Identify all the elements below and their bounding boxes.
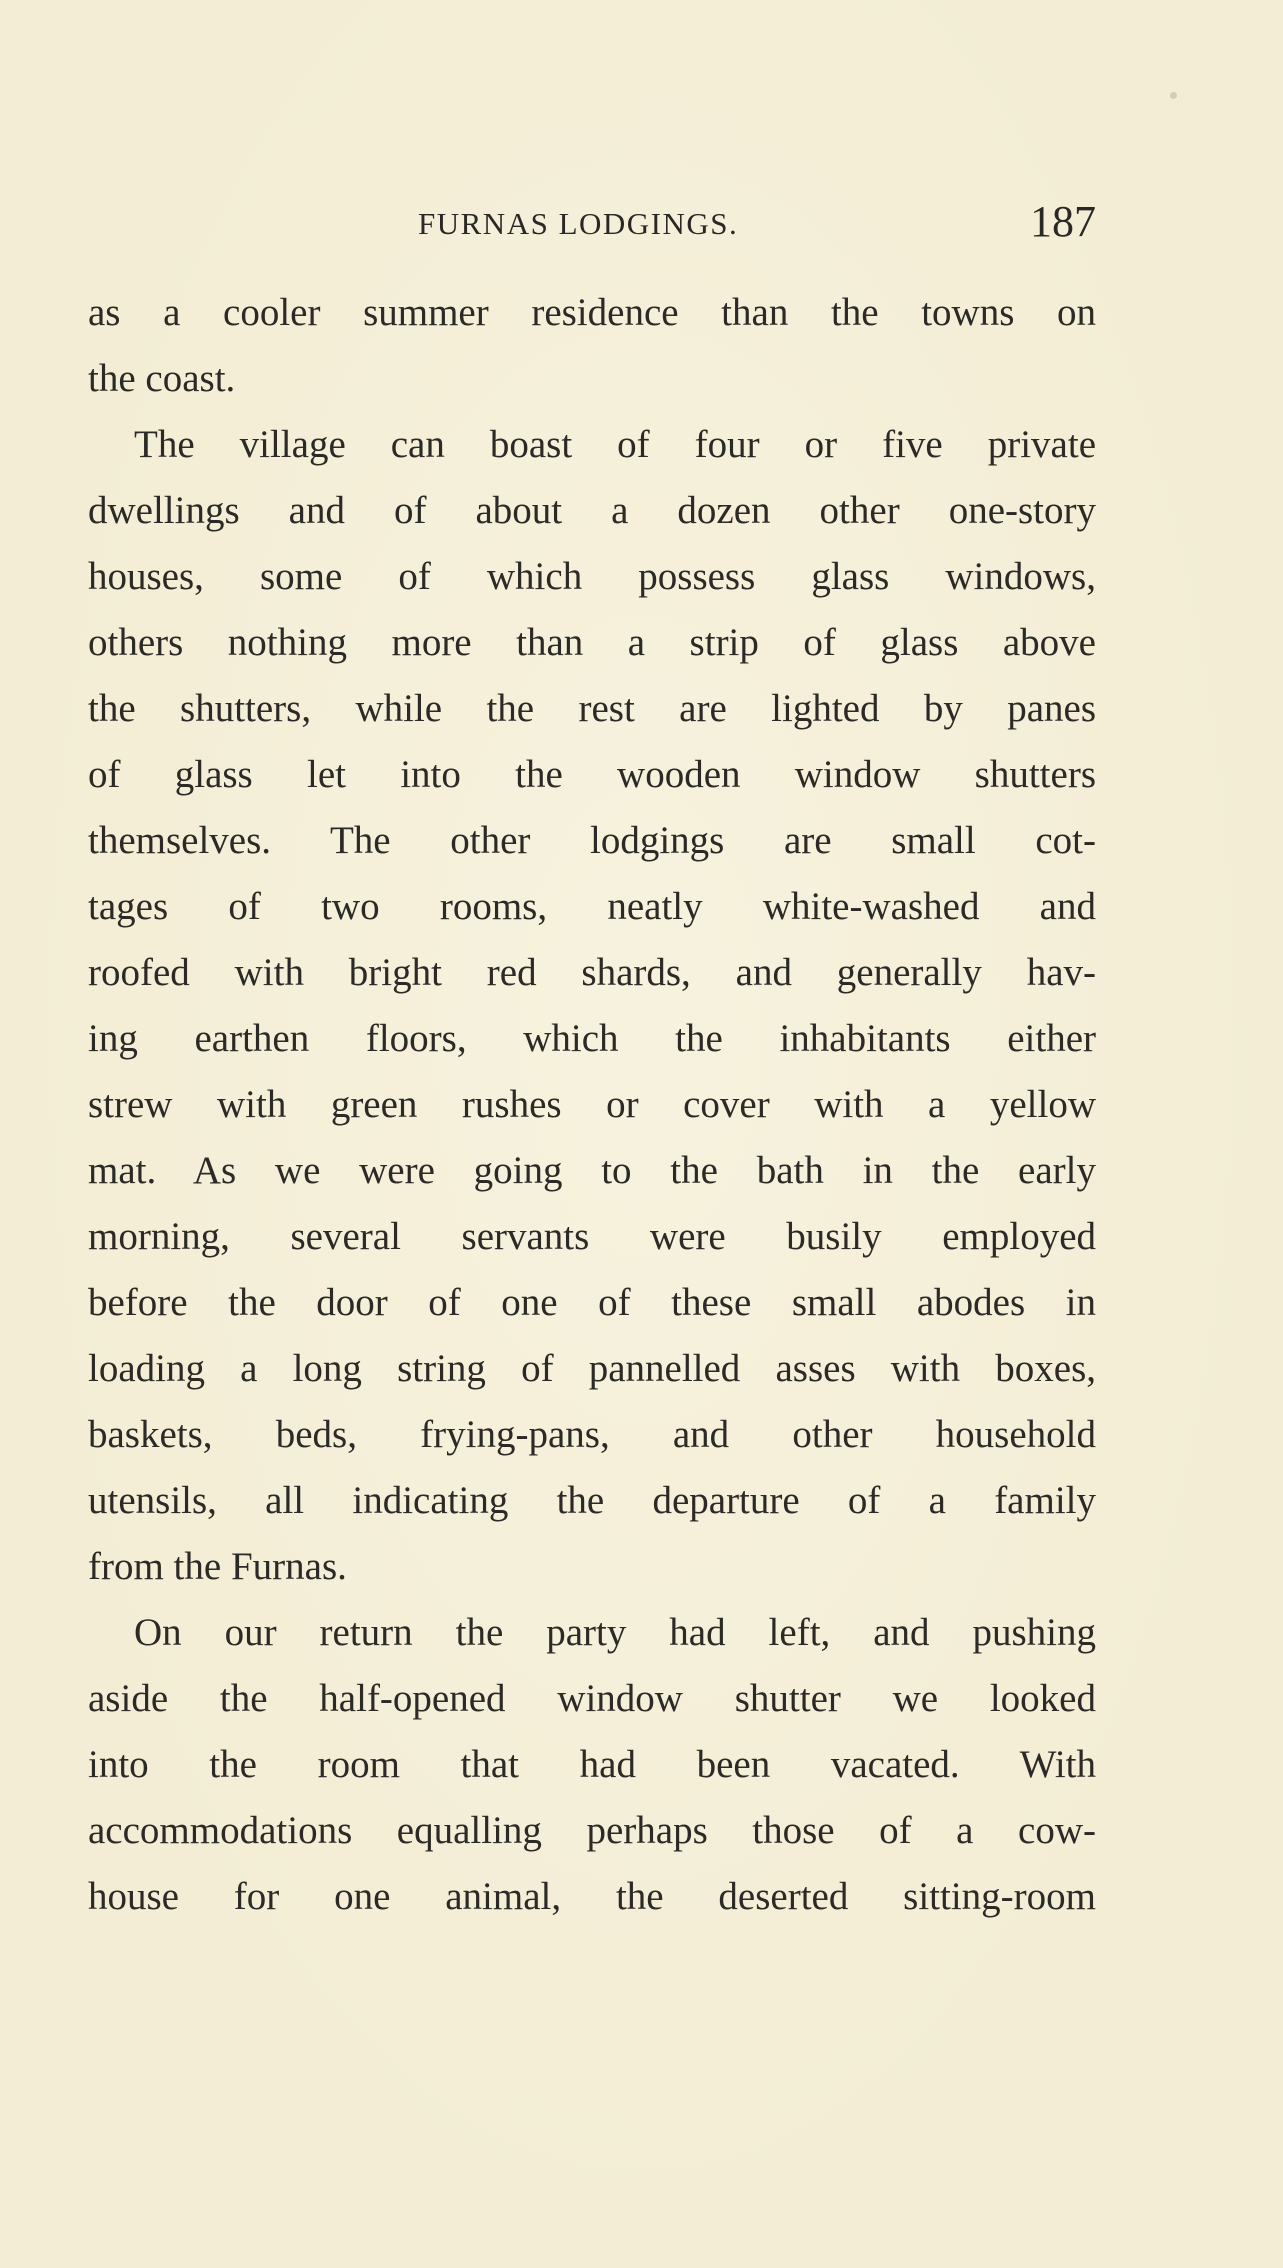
paper-speck [1170,92,1177,99]
text-line: as a cooler summer residence than the towns on [88,291,1096,334]
text-line: from the Furnas. [88,1545,347,1588]
text-line: accommodations equalling perhaps those of a cow- [88,1809,1096,1852]
text-line: others nothing more than a strip of glass above [88,621,1096,664]
text-line: the shutters, while the rest are lighted by panes [88,687,1096,730]
text-line: tages of two rooms, neatly white-washed and [88,885,1096,928]
text-line: mat. As we were going to the bath in the early [88,1149,1096,1192]
text-line: On our return the party had left, and pushing [134,1611,1096,1654]
text-line: utensils, all indicating the departure of a family [88,1479,1096,1522]
text-line: houses, some of which possess glass windows, [88,555,1096,598]
text-line: The village can boast of four or five private [134,423,1096,466]
text-line: baskets, beds, frying-pans, and other household [88,1413,1096,1456]
running-title: FURNAS LODGINGS. [418,206,739,241]
text-line: into the room that had been vacated. With [88,1743,1096,1786]
text-line: house for one animal, the deserted sitting-room [88,1875,1096,1918]
text-line: of glass let into the wooden window shutters [88,753,1096,796]
text-line: the coast. [88,357,236,400]
text-line: themselves. The other lodgings are small cot- [88,819,1096,862]
text-line: morning, several servants were busily employed [88,1215,1096,1258]
page-number: 187 [1030,197,1096,246]
text-line: aside the half-opened window shutter we looked [88,1677,1096,1720]
text-line: before the door of one of these small abodes in [88,1281,1096,1324]
text-line: ing earthen floors, which the inhabitants either [88,1017,1096,1060]
text-line: strew with green rushes or cover with a yellow [88,1083,1096,1126]
text-line: loading a long string of pannelled asses with boxes, [88,1347,1096,1390]
text-line: roofed with bright red shards, and generally hav- [88,951,1096,994]
page-header [88,196,1096,256]
body-text [88,280,1096,1930]
text-line: dwellings and of about a dozen other one-story [88,489,1096,532]
